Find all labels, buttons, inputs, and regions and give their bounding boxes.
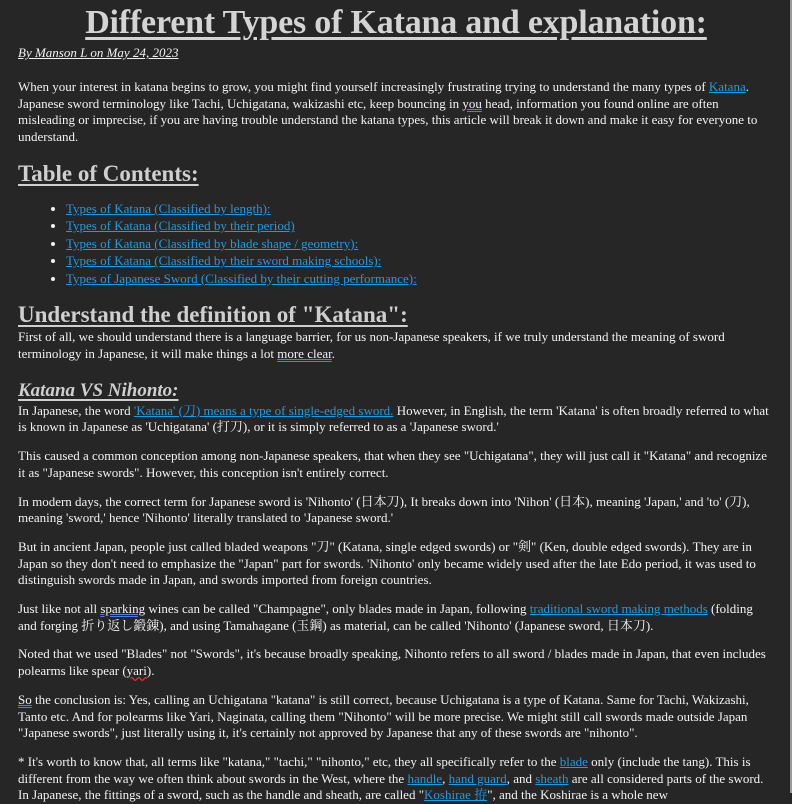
- text: ).: [146, 663, 155, 679]
- toc-list: [18, 200, 774, 288]
- toc-link-cutting[interactable]: Types of Japanese Sword (Classified by their cutting performance):: [66, 270, 417, 286]
- paragraph: [18, 601, 774, 634]
- page-title: Different Types of Katana and explanation:: [85, 4, 707, 41]
- text: Noted that we used "Blades" not "Swords", it's because broadly speaking, Nihonto refers to all sword / blades made in Japan, that even includes polearms like spear (: [18, 646, 766, 679]
- paragraph: [18, 403, 774, 436]
- text: head, information you found online are often misleading or imprecise, if you are having trouble understand the katana types, this article will break it down and make it easy for everyone to understand.: [18, 95, 758, 145]
- toc-item: [66, 235, 774, 253]
- text: .: [331, 346, 335, 362]
- paragraph: [18, 646, 774, 679]
- handle-link[interactable]: handle: [407, 770, 443, 786]
- katana-definition-link[interactable]: 'Katana' (刀) means a type of single-edged sword.: [133, 402, 394, 418]
- intro-paragraph: [18, 79, 774, 146]
- grammar-flag[interactable]: more clear: [277, 346, 332, 362]
- text: When your interest in katana begins to grow, you might find yourself increasingly frustrating trying to understand the many types of: [18, 79, 709, 94]
- text: the conclusion is: Yes, calling an Uchigatana "katana" is still correct, because Uchigatana is a type of Katana. Same for Tachi, Wakizashi, Tanto etc. And for polearms like Yari, Naginata, calling them "Nihonto" will be more precise. We might still call swords made outside Japan "Japanese swords", just literally using it, it's certainly not approved by Japanese that any of these swords are "nihonto".: [18, 691, 749, 741]
- text: First of all, we should understand there is a language barrier, for us non-Japanese speakers, if we truly understand the meaning of sword terminology in Japanese, it will make things a lot: [18, 329, 725, 362]
- paragraph: [18, 692, 774, 742]
- toc-item: [66, 270, 774, 288]
- grammar-flag[interactable]: you: [462, 95, 482, 111]
- paragraph: But in ancient Japan, people just called bladed weapons "刀" (Katana, single edged swords) or "剣" (Ken, double edged swords). They are in Japan so they don't need to emphasize the "Japan" part for swords. 'Nihonto' only became widely used after the late Edo period, it was used to distinguish swords made in Japan, and swords imported from foreign countries.: [18, 538, 756, 588]
- byline: By Manson L on May 24, 2023: [18, 45, 179, 60]
- text: , and: [506, 770, 536, 786]
- toc-link-length[interactable]: Types of Katana (Classified by length):: [66, 200, 271, 216]
- sheath-link[interactable]: sheath: [535, 770, 569, 786]
- text: (folding and forging 折り返し鍛錬), and using Tamahagane (玉鋼) as material, can be called 'Nihonto' (Japanese sword, 日本刀).: [18, 601, 753, 633]
- text: ,: [442, 770, 449, 786]
- hand-guard-link[interactable]: hand guard: [448, 770, 507, 786]
- text: * It's worth to know that, all terms like "katana," "tachi," "nihonto," etc, they all specifically refer to the: [18, 753, 560, 769]
- katana-link[interactable]: Katana: [708, 79, 746, 94]
- definition-paragraph: [18, 329, 774, 362]
- text: In Japanese, the word: [18, 402, 134, 418]
- text: wines can be called "Champagne", only blades made in Japan, following: [145, 601, 530, 617]
- grammar-flag[interactable]: sparking: [100, 601, 146, 617]
- toc-link-period[interactable]: Types of Katana (Classified by their period): [66, 218, 295, 234]
- toc-item: [66, 200, 774, 218]
- blade-link[interactable]: blade: [559, 753, 588, 769]
- text: are all considered parts of the sword. In Japanese, the fittings of a sword, such as the handle and sheath, are called ": [18, 770, 764, 803]
- text: only (include the tang). This is different from the way we often think about swords in the West, where the: [18, 753, 751, 786]
- toc-item: [66, 252, 774, 270]
- koshirae-link[interactable]: Koshirae 拵: [424, 787, 488, 803]
- toc-item: [66, 217, 774, 235]
- paragraph: In modern days, the correct term for Japanese sword is 'Nihonto' (日本刀), It breaks down into 'Nihon' (日本), meaning 'Japan,' and 'to' (刀), meaning 'sword,' hence 'Nihonto' literally translated to 'Japanese sword.': [18, 493, 750, 526]
- definition-heading: Understand the definition of "Katana":: [18, 302, 408, 328]
- text: . Japanese sword terminology like Tachi, Uchigatana, wakizashi etc, keep bouncing in: [18, 79, 749, 111]
- paragraph: This caused a common conception among non-Japanese speakers, that when they see "Uchigatana", they will just call it "Katana" and recognize it as "Japanese swords". However, this conception isn't entirely correct.: [18, 448, 767, 480]
- paragraph: [18, 754, 774, 804]
- text: ", and the Koshirae is a whole new: [487, 787, 668, 803]
- sword-making-methods-link[interactable]: traditional sword making methods: [529, 601, 708, 617]
- spelling-flag[interactable]: yari: [126, 663, 147, 679]
- text: Just like not all: [18, 601, 101, 617]
- toc-heading: Table of Contents:: [18, 160, 199, 186]
- toc-link-schools[interactable]: Types of Katana (Classified by their sword making schools):: [66, 253, 382, 269]
- grammar-flag[interactable]: So: [18, 691, 32, 707]
- toc-link-shape[interactable]: Types of Katana (Classified by blade shape / geometry):: [66, 235, 359, 251]
- katana-vs-nihonto-heading: Katana VS Nihonto:: [18, 379, 179, 401]
- text: However, in English, the term 'Katana' is often broadly referred to what is known in Japanese as 'Uchigatana' (打刀), or it is simply referred to as a 'Japanese sword.': [18, 402, 769, 435]
